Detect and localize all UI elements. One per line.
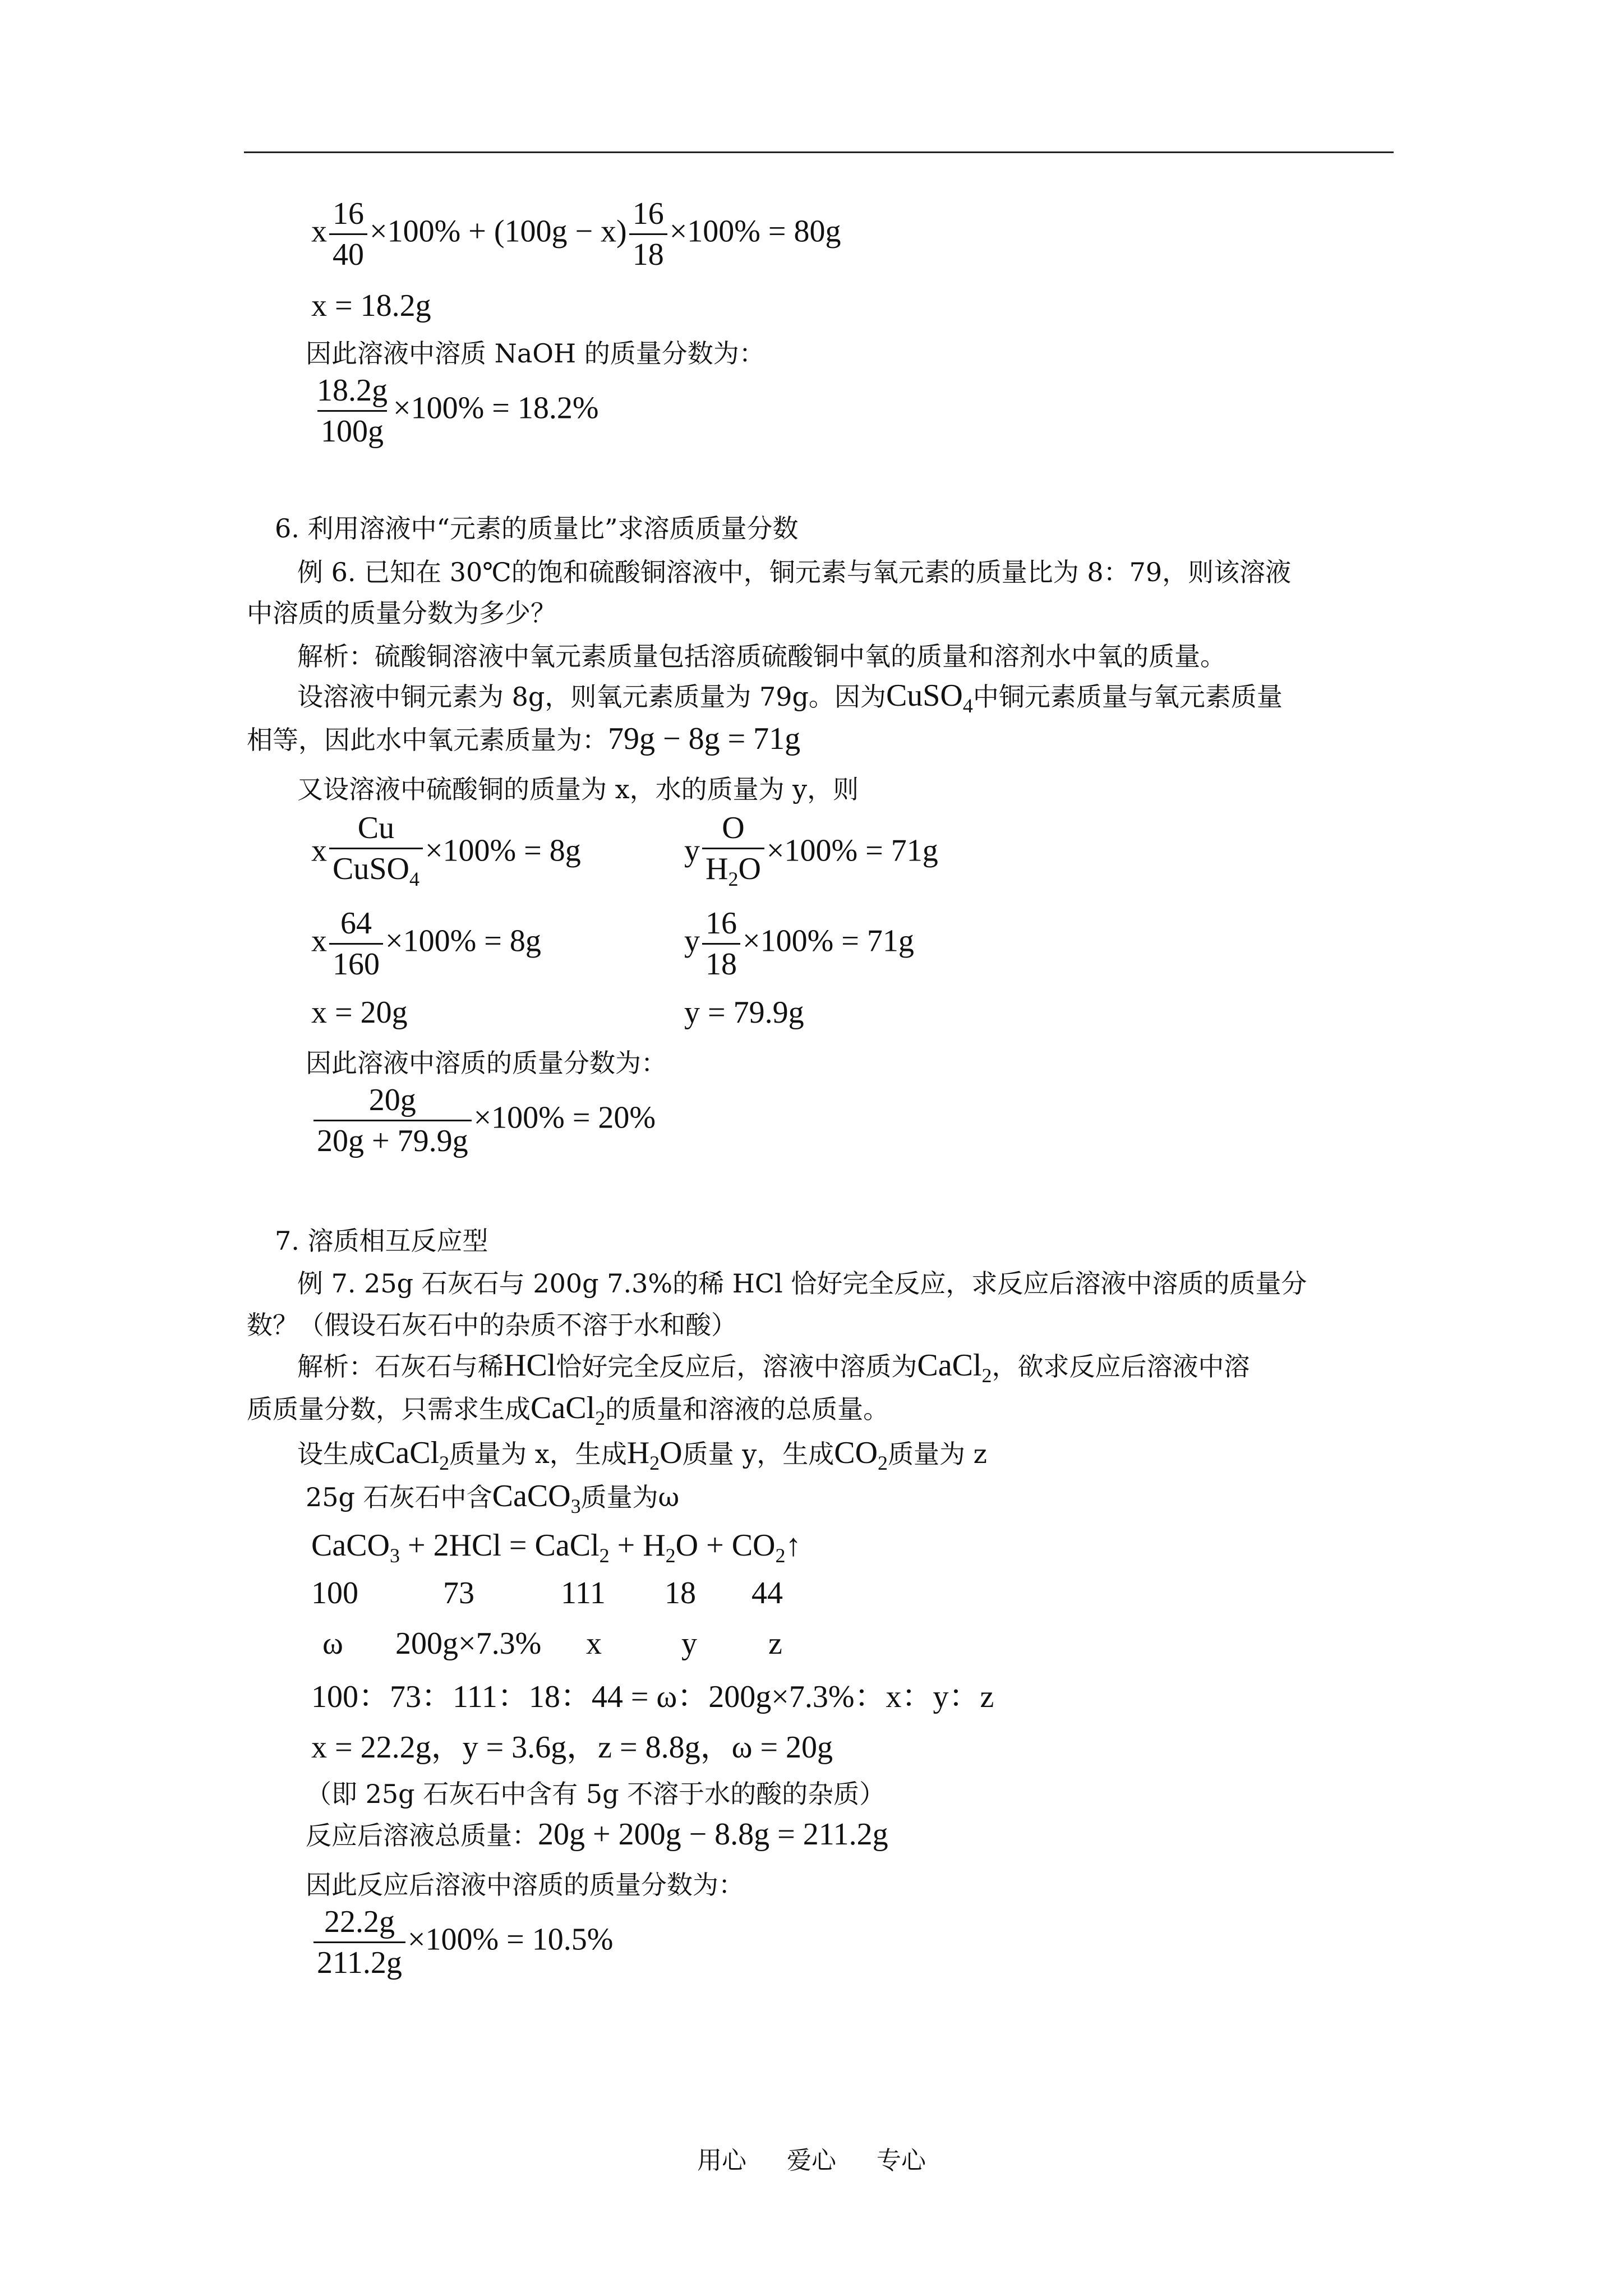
ratio-equation: 100：73：111：18：44 = ω：200g×7.3%：x：y：z: [311, 1680, 994, 1714]
footer-text: 爱心: [787, 2146, 836, 2175]
footer-text: 用心: [697, 2146, 746, 2175]
equation-x-20g: x = 20g: [311, 995, 408, 1030]
equation-naoh-fraction: $\frac{18.2g}{100g}$ ×100% = 18.2%: [317, 373, 599, 449]
results-equation: x = 22.2g，y = 3.6g，z = 8.8g，ω = 20g: [311, 1730, 833, 1765]
footer-text: 专心: [877, 2146, 926, 2175]
analysis-7-line1: 解析：石灰石与稀HCl恰好完全反应后，溶液中溶质为CaCl$_2$，欲求反应后溶液中溶: [297, 1348, 1250, 1387]
assumption-7-line2: 25g 石灰石中含CaCO$_3$质量为ω: [306, 1479, 680, 1518]
equation-y-79-9g: y = 79.9g: [684, 995, 804, 1030]
page-footer: [0, 2140, 1623, 2176]
total-mass-line: 反应后溶液总质量：20g + 200g − 8.8g = 211.2g: [306, 1817, 888, 1852]
assumption-7-line1: 设生成CaCl$_2$质量为 x，生成$H_2O$质量 y，生成$CO_2$质量为 z: [297, 1435, 987, 1475]
assumption-6-line1: 设溶液中铜元素为 8g，则氧元素质量为 79g。因为CuSO$_4$中铜元素质量与氧元素质量: [297, 678, 1283, 717]
analysis-7-line2: 质质量分数，只需求生成CaCl$_2$的质量和溶液的总质量。: [247, 1391, 889, 1430]
equation-fraction-20: $\frac{20g}{20g + 79.9g}$ ×100% = 20%: [311, 1083, 656, 1158]
equation-copper-numeric: x $\frac{64}{160}$ ×100% = 8g: [311, 906, 541, 982]
example-6-line2: 中溶质的质量分数为多少？: [247, 598, 556, 628]
header-rule: [244, 151, 1394, 153]
equation-copper: x $\frac{Cu}{CuSO_4}$ ×100% = 8g: [311, 811, 581, 896]
equation-final-fraction: $\frac{22.2g}{211.2g}$ ×100% = 10.5%: [311, 1904, 613, 1980]
section-6-heading: 6. 利用溶液中“元素的质量比”求溶质质量分数: [275, 513, 799, 544]
equation-mass-balance: x $\frac{16}{40}$ ×100% + (100g − x) $\frac{16}{18}$ ×100% = 80g: [311, 196, 841, 272]
conclusion-naoh: 因此溶液中溶质 NaOH 的质量分数为：: [306, 338, 765, 369]
example-7-line2: 数？（假设石灰石中的杂质不溶于水和酸）: [247, 1310, 737, 1340]
assumption-6-line2: 相等，因此水中氧元素质量为：79g − 8g = 71g: [247, 721, 801, 756]
impurity-note: （即 25g 石灰石中含有 5g 不溶于水的酸的杂质）: [306, 1779, 886, 1809]
equation-x-result: x = 18.2g: [311, 288, 431, 323]
assumption-6-line3: 又设溶液中硫酸铜的质量为 x，水的质量为 y，则: [297, 774, 859, 804]
section-7-heading: 7. 溶质相互反应型: [275, 1226, 488, 1256]
equation-oxygen-numeric: y $\frac{16}{18}$ ×100% = 71g: [684, 906, 914, 982]
reaction-equation: CaCO$_3$ + 2HCl = CaCl$_2$ + $H_2O$ + $CO_2↑$: [311, 1528, 801, 1567]
conclusion-7: 因此反应后溶液中溶质的质量分数为：: [306, 1870, 744, 1900]
conclusion-6: 因此溶液中溶质的质量分数为：: [306, 1048, 667, 1078]
example-7-line1: 例 7. 25g 石灰石与 200g 7.3%的稀 HCl 恰好完全反应，求反应后溶液中溶质的质量分: [297, 1268, 1307, 1299]
equation-oxygen: y $\frac{O}{H_2O}$ ×100% = 71g: [684, 811, 938, 896]
example-6-line1: 例 6. 已知在 30℃的饱和硫酸铜溶液中，铜元素与氧元素的质量比为 8：79，则该溶液: [297, 557, 1292, 587]
analysis-6: 解析：硫酸铜溶液中氧元素质量包括溶质硫酸铜中氧的质量和溶剂水中氧的质量。: [297, 641, 1226, 671]
